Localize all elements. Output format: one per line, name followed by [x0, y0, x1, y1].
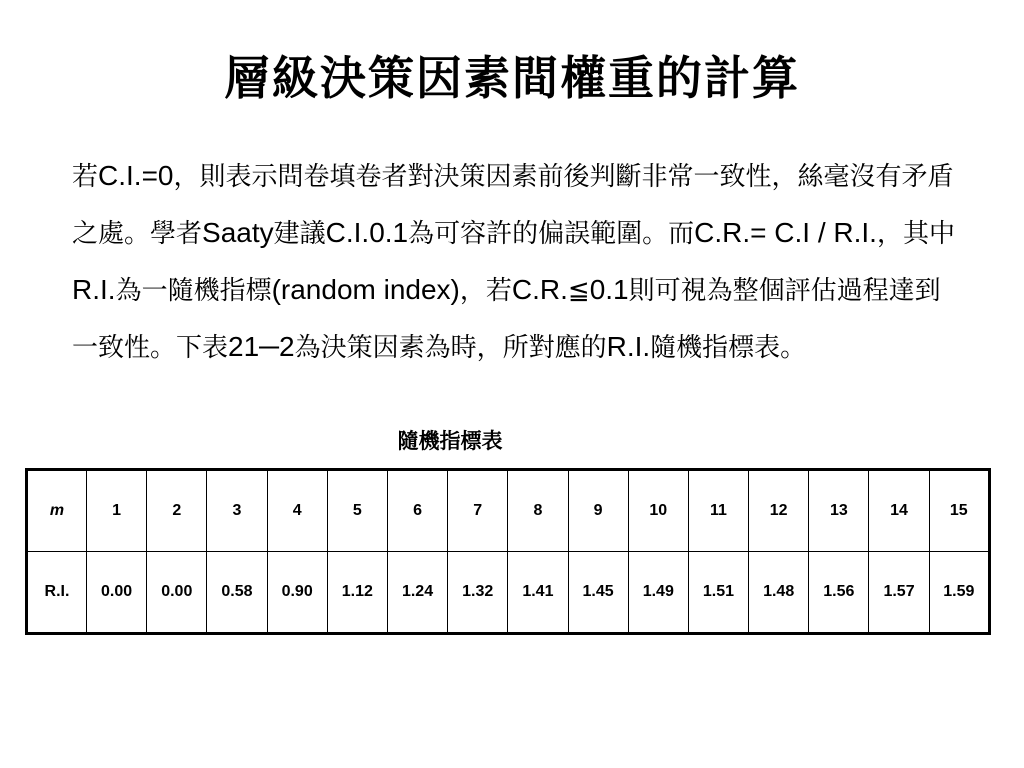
table-cell-ri: 1.12: [327, 552, 387, 634]
table-cell-ri: 0.00: [147, 552, 207, 634]
paragraph-segment: 為可容許的偏誤範圍。而: [408, 219, 695, 249]
table-cell-ri: 1.49: [628, 552, 688, 634]
table-cell-m: 10: [628, 470, 688, 552]
paragraph-latin-segment: Saaty: [202, 217, 274, 248]
table-cell-m: 7: [448, 470, 508, 552]
table-row-ri: [27, 552, 990, 634]
paragraph-latin-segment: C.I.0.1: [325, 217, 409, 248]
paragraph-segment: 為一隨機指標: [115, 276, 272, 306]
table-cell-m: 6: [387, 470, 447, 552]
body-paragraph: [72, 148, 962, 376]
table-cell-m: 8: [508, 470, 568, 552]
table-cell-ri: 0.90: [267, 552, 327, 634]
paragraph-latin-segment: (random index): [271, 274, 460, 305]
table-cell-m: 14: [869, 470, 929, 552]
table-cell-m: 15: [929, 470, 989, 552]
paragraph-segment: ，若: [459, 276, 512, 306]
ri-table: [25, 468, 991, 635]
paragraph-segment: ，則表示問卷填卷者對決策因素前後判斷非常一致性，絲毫沒有矛盾之處。學者: [72, 162, 954, 249]
paragraph-segment: 建議: [273, 219, 326, 249]
table-cell-m: 12: [749, 470, 809, 552]
row-header-m: m: [27, 470, 87, 552]
table-cell-m: 13: [809, 470, 869, 552]
paragraph-latin-segment: C.I.=0: [98, 160, 174, 191]
table-cell-ri: 1.59: [929, 552, 989, 634]
paragraph-latin-segment: R.I.: [72, 274, 116, 305]
row-header-ri: R.I.: [27, 552, 87, 634]
table-row-m: [27, 470, 990, 552]
table-cell-ri: 1.32: [448, 552, 508, 634]
table-cell-ri: 1.24: [387, 552, 447, 634]
paragraph-latin-segment: C.R.: [511, 274, 568, 305]
table-cell-ri: 1.48: [749, 552, 809, 634]
table-cell-m: 1: [87, 470, 147, 552]
table-caption: 隨機指標表: [397, 428, 503, 453]
table-cell-ri: 1.56: [809, 552, 869, 634]
table-cell-ri: 1.51: [688, 552, 748, 634]
table-cell-m: 3: [207, 470, 267, 552]
table-cell-m: 11: [688, 470, 748, 552]
table-cell-m: 5: [327, 470, 387, 552]
table-cell-m: 2: [147, 470, 207, 552]
table-cell-ri: 1.57: [869, 552, 929, 634]
paragraph-segment: 若: [72, 162, 99, 192]
table-cell-ri: 0.00: [87, 552, 147, 634]
table-cell-m: 4: [267, 470, 327, 552]
paragraph-segment: 則可視為整個評估過程達到一致性。下表: [72, 276, 941, 363]
paragraph-latin-segment: 21─2: [228, 331, 295, 362]
paragraph-segment: 隨機指標表。: [650, 333, 807, 363]
paragraph-segment: 為決策因素為時，所對應的: [294, 333, 607, 363]
paragraph-latin-segment: R.I.: [606, 331, 651, 362]
slide-title: 層級決策因素間權重的計算: [224, 51, 800, 105]
paragraph-latin-segment: 0.1: [589, 274, 629, 305]
paragraph-latin-segment: C.R.= C.I / R.I.: [694, 217, 877, 248]
table-cell-ri: 0.58: [207, 552, 267, 634]
table-cell-ri: 1.45: [568, 552, 628, 634]
paragraph-segment: ≦: [567, 276, 590, 306]
paragraph-segment: ，其中: [876, 219, 955, 249]
table-cell-ri: 1.41: [508, 552, 568, 634]
table-cell-m: 9: [568, 470, 628, 552]
